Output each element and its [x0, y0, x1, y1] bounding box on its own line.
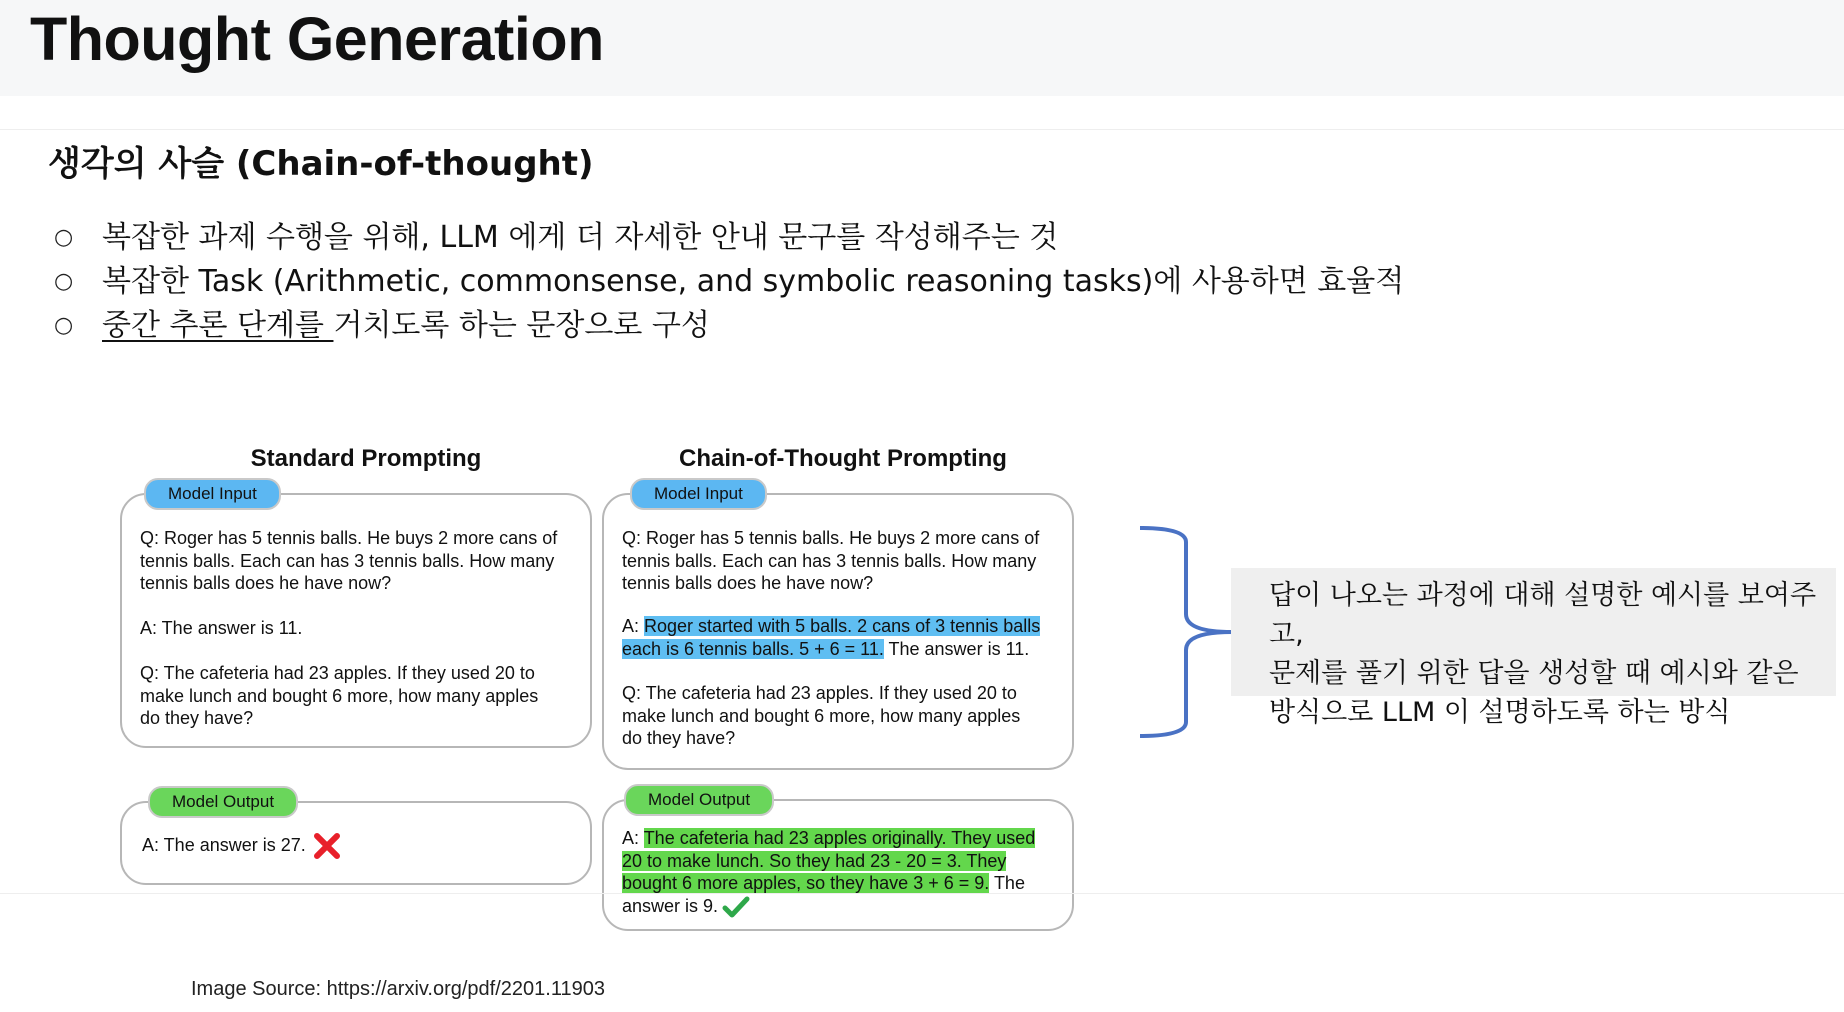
bullet-item — [54, 216, 1404, 260]
cot-input-question-2: Q: The cafeteria had 23 apples. If they used 20 to make lunch and bought 6 more, how many apples do they have? — [622, 683, 1021, 748]
top-divider — [0, 129, 1844, 130]
page-title: Thought Generation — [30, 5, 604, 73]
bullet-marker: ○ — [54, 313, 74, 338]
bullet-marker: ○ — [54, 269, 74, 294]
cot-model-output-label: Model Output — [624, 784, 774, 816]
bullet-item — [54, 304, 1404, 348]
cot-answer — [622, 615, 1040, 660]
image-source: Image Source: https://arxiv.org/pdf/2201.11903 — [191, 978, 605, 1000]
right-brace-icon — [1136, 524, 1236, 740]
callout-line: 답이 나오는 과정에 대해 설명한 예시를 보여주고, — [1269, 580, 1817, 650]
cot-prompting-title: Chain-of-Thought Prompting — [679, 445, 1007, 472]
cot-output-box — [602, 799, 1074, 931]
cot-input-question: Q: Roger has 5 tennis balls. He buys 2 more cans of tennis balls. Each can has 3 tennis balls. How many tennis balls does he have now? — [622, 528, 1040, 593]
cot-highlight-line-2: each is 6 tennis balls. 5 + 6 = 11. — [622, 638, 884, 659]
underlined-phrase: 중간 추론 단계를 — [102, 308, 334, 343]
cross-icon — [312, 831, 342, 861]
explanation-callout — [1231, 568, 1836, 728]
cot-model-input-label: Model Input — [630, 478, 767, 510]
bullet-text: 복잡한 과제 수행을 위해, LLM 에게 더 자세한 안내 문구를 작성해주는 것 — [102, 220, 1059, 255]
callout-line: 문제를 풀기 위한 답을 생성할 때 예시와 같은 — [1269, 658, 1799, 689]
cot-answer-suffix: The answer is 11. — [883, 638, 1030, 659]
bullet-text — [102, 308, 710, 343]
cot-output-suffix-2: answer is 9. — [622, 895, 719, 916]
standard-model-input-label: Model Input — [144, 478, 281, 510]
bullet-marker: ○ — [54, 225, 74, 250]
check-icon — [722, 895, 750, 919]
cot-figure — [118, 445, 1084, 935]
standard-input-text: Q: Roger has 5 tennis balls. He buys 2 more cans of tennis balls. Each can has 3 tennis balls. How many tennis balls does he have now? A: The answer is 11. Q: The cafeteria had 23 apples. If they used 20 to make lunch and bought 6 more, how many apples do they have? — [140, 528, 558, 728]
standard-output-line — [142, 831, 342, 861]
cot-output-highlight-2: 20 to make lunch. So they had 23 - 20 = 3. They — [622, 850, 1007, 871]
cot-output-prefix: A: — [622, 828, 644, 848]
standard-output-text: A: The answer is 27. — [142, 834, 306, 855]
bottom-divider — [0, 893, 1844, 894]
section-heading: 생각의 사슬 (Chain-of-thought) — [48, 144, 594, 184]
cot-input-box — [602, 493, 1074, 770]
bullet-list — [54, 216, 1404, 348]
callout-line: 방식으로 LLM 이 설명하도록 하는 방식 — [1269, 697, 1731, 728]
cot-answer-prefix: A: — [622, 616, 645, 636]
cot-output-highlight-3: bought 6 more apples, so they have 3 + 6 = 9. — [622, 873, 990, 893]
bullet-item — [54, 260, 1404, 304]
bullet-text-rest: 거치도록 하는 문장으로 구성 — [333, 308, 710, 343]
cot-output-suffix-1: The — [989, 873, 1025, 893]
bullet-text: 복잡한 Task (Arithmetic, commonsense, and symbolic reasoning tasks)에 사용하면 효율적 — [102, 264, 1405, 299]
standard-model-output-label: Model Output — [148, 786, 298, 818]
cot-highlight-line-1: Roger started with 5 balls. 2 cans of 3 tennis balls — [644, 616, 1041, 636]
cot-output-text — [622, 827, 1035, 919]
cot-output-highlight-1: The cafeteria had 23 apples originally. They used — [643, 828, 1036, 848]
standard-input-box — [120, 493, 592, 748]
standard-prompting-title: Standard Prompting — [250, 445, 482, 472]
